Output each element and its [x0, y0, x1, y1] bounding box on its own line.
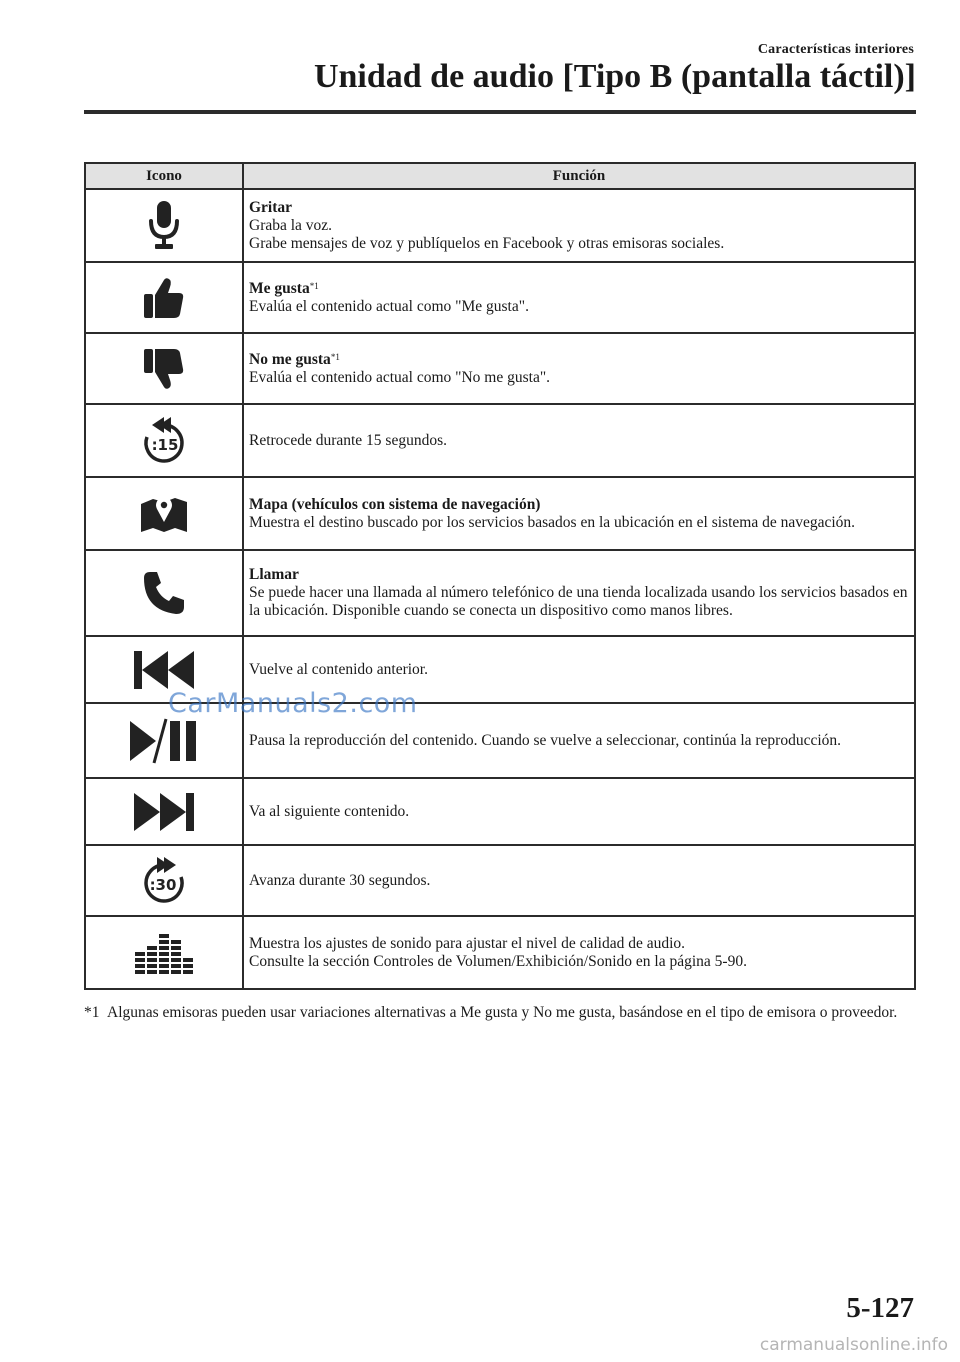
footnote-ref: *1 — [330, 351, 340, 362]
function-title: Llamar — [249, 566, 299, 583]
table-row — [85, 404, 915, 477]
forward-30-icon — [140, 856, 188, 906]
map-pin-icon — [139, 492, 189, 536]
equalizer-icon — [134, 932, 194, 974]
function-text: Muestra el destino buscado por los servicios basados en la ubicación en el sistema de navegación. — [249, 513, 856, 531]
function-text: Se puede hacer una llamada al número telefónico de una tienda localizada usando los servicios basados en la ubicación. Disponible cuando se conecta un dispositivo como manos libres. — [249, 584, 908, 619]
function-text: Avanza durante 30 segundos. — [249, 871, 431, 889]
table-header-row — [85, 163, 915, 189]
phone-icon — [142, 570, 186, 616]
play-pause-icon — [128, 717, 200, 765]
function-title: Gritar — [249, 198, 293, 216]
function-title: Mapa (vehículos con sistema de navegación) — [249, 495, 541, 513]
function-text: Muestra los ajustes de sonido para ajustar el nivel de calidad de audio. — [249, 934, 686, 952]
function-text: Evalúa el contenido actual como "No me gusta". — [249, 368, 551, 386]
forward-30-label: :30 — [149, 875, 177, 894]
footnote-mark: *1 — [84, 1004, 100, 1021]
function-text: Vuelve al contenido anterior. — [249, 660, 428, 678]
function-title: Me gusta — [249, 279, 310, 297]
function-title: No me gusta — [249, 350, 331, 368]
table-row — [85, 916, 915, 989]
skip-previous-icon — [132, 649, 196, 691]
icon-function-table — [84, 162, 916, 990]
page-title: Unidad de audio [Tipo B (pantalla táctil)] — [313, 58, 916, 95]
function-text: Graba la voz. — [249, 216, 333, 234]
skip-next-icon — [132, 791, 196, 833]
footnote-text: Algunas emisoras pueden usar variaciones alternativas a Me gusta y No me gusta, basándose en el tipo de emisora o proveedor. — [107, 1004, 898, 1021]
footnote — [84, 1003, 916, 1022]
function-text: Retrocede durante 15 segundos. — [249, 431, 447, 449]
thumbs-up-icon — [143, 276, 185, 320]
table-row — [85, 189, 915, 262]
footnote-ref: *1 — [309, 280, 319, 291]
watermark: CarManuals2.com — [168, 688, 418, 719]
column-header-function: Función — [243, 163, 915, 189]
function-text: Evalúa el contenido actual como "Me gusta". — [249, 297, 529, 315]
function-text: Va al siguiente contenido. — [249, 802, 410, 820]
table-row — [85, 477, 915, 550]
page-number: 5-127 — [846, 1292, 914, 1324]
column-header-icon: Icono — [85, 163, 243, 189]
thumbs-down-icon — [143, 347, 185, 391]
function-text: Pausa la reproducción del contenido. Cuando se vuelve a seleccionar, continúa la reproducción. — [249, 731, 842, 749]
table-row — [85, 333, 915, 404]
replay-15-icon — [140, 416, 188, 466]
section-title: Características interiores — [757, 42, 914, 57]
microphone-icon — [147, 200, 181, 252]
header-divider — [84, 110, 916, 114]
site-footer: carmanualsonline.info — [759, 1335, 948, 1355]
replay-15-label: :15 — [151, 435, 179, 454]
table-row — [85, 845, 915, 916]
table-row — [85, 778, 915, 845]
function-text: Consulte la sección Controles de Volumen/Exhibición/Sonido en la página 5-90. — [249, 952, 747, 970]
table-row — [85, 262, 915, 333]
function-text: Grabe mensajes de voz y publíquelos en Facebook y otras emisoras sociales. — [249, 234, 725, 252]
table-row — [85, 550, 915, 636]
